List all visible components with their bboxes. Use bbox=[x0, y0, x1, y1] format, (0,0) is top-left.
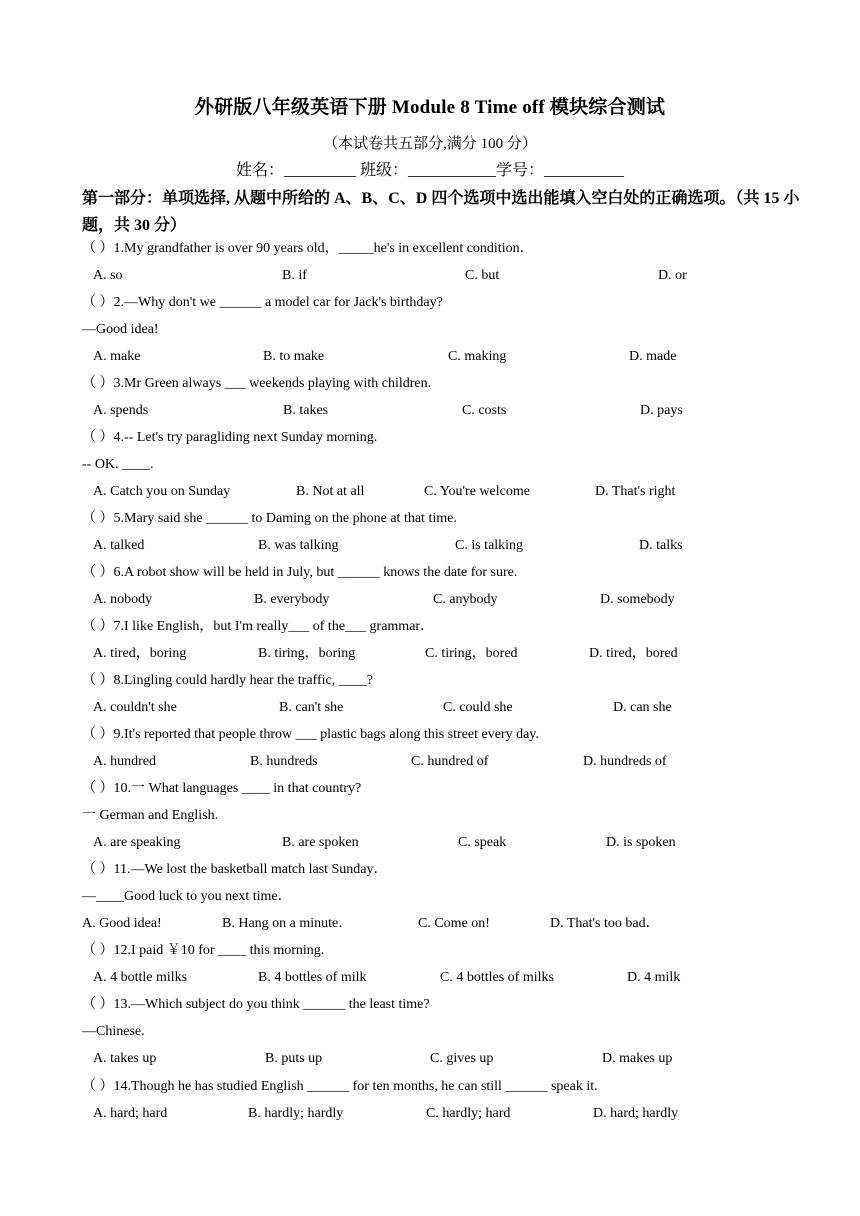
option-b: B. hardly; hardly bbox=[248, 1106, 344, 1121]
question-13: （ ）13.—Which subject do you think ______ the least time? bbox=[82, 997, 430, 1012]
option-d: D. can she bbox=[613, 700, 672, 715]
question-14: （ ）14.Though he has studied English ______ for ten months, he can still ______ speak it. bbox=[82, 1079, 598, 1094]
option-a: A. Good idea! bbox=[82, 916, 162, 931]
question-10: （ ）10.一 What languages ____ in that country? bbox=[82, 781, 362, 796]
option-a: A. make bbox=[93, 349, 141, 364]
option-a: A. hard; hard bbox=[93, 1106, 168, 1121]
option-d: D. or bbox=[658, 268, 687, 283]
option-a: A. talked bbox=[93, 538, 145, 553]
option-a: A. tired，boring bbox=[93, 646, 187, 661]
question-3: （ ）3.Mr Green always ___ weekends playing with children. bbox=[82, 376, 432, 391]
option-b: B. are spoken bbox=[282, 835, 359, 850]
option-d: D. 4 milk bbox=[627, 970, 681, 985]
option-c: C. You're welcome bbox=[424, 484, 530, 499]
option-c: C. hundred of bbox=[411, 754, 489, 769]
option-a: A. spends bbox=[93, 403, 149, 418]
option-d: D. talks bbox=[639, 538, 683, 553]
option-d: D. That's right bbox=[595, 484, 676, 499]
options-14 bbox=[0, 1105, 860, 1123]
options-5 bbox=[0, 537, 860, 555]
option-b: B. 4 bottles of milk bbox=[258, 970, 367, 985]
option-c: C. gives up bbox=[430, 1051, 494, 1066]
option-b: B. Hang on a minute． bbox=[222, 916, 353, 931]
option-b: B. tiring，boring bbox=[258, 646, 356, 661]
option-d: D. hard; hardly bbox=[593, 1106, 679, 1121]
option-c: C. is talking bbox=[455, 538, 524, 553]
option-a: A. nobody bbox=[93, 592, 153, 607]
option-b: B. can't she bbox=[279, 700, 344, 715]
options-7 bbox=[0, 645, 860, 663]
question-8: （ ）8.Lingling could hardly hear the traffic, ____? bbox=[82, 673, 373, 688]
option-a: A. are speaking bbox=[93, 835, 181, 850]
option-b: B. everybody bbox=[254, 592, 330, 607]
option-c: C. costs bbox=[462, 403, 507, 418]
page-subtitle: （本试卷共五部分,满分 100 分） bbox=[323, 136, 537, 152]
reply-11: —____Good luck to you next time． bbox=[82, 889, 292, 904]
question-2: （ ）2.—Why don't we ______ a model car for Jack's birthday? bbox=[82, 295, 443, 310]
option-c: C. hardly; hard bbox=[426, 1106, 511, 1121]
option-d: D. made bbox=[629, 349, 677, 364]
options-6 bbox=[0, 591, 860, 609]
option-d: D. hundreds of bbox=[583, 754, 667, 769]
question-12: （ ）12.I paid ￥10 for ____ this morning. bbox=[82, 943, 325, 958]
option-d: D. makes up bbox=[602, 1051, 673, 1066]
option-a: A. hundred bbox=[93, 754, 156, 769]
option-a: A. 4 bottle milks bbox=[93, 970, 188, 985]
reply-2: —Good idea! bbox=[82, 322, 159, 337]
option-d: D. That's too bad． bbox=[550, 916, 660, 931]
options-13 bbox=[0, 1050, 860, 1068]
option-d: D. somebody bbox=[600, 592, 675, 607]
question-6: （ ）6.A robot show will be held in July, but ______ knows the date for sure. bbox=[82, 565, 518, 580]
option-d: D. tired，bored bbox=[589, 646, 678, 661]
options-4 bbox=[0, 483, 860, 501]
options-9 bbox=[0, 753, 860, 771]
options-10 bbox=[0, 834, 860, 852]
question-1: （ ）1.My grandfather is over 90 years old，_____he's in excellent condition． bbox=[82, 241, 534, 256]
question-5: （ ）5.Mary said she ______ to Daming on the phone at that time. bbox=[82, 511, 457, 526]
option-c: C. 4 bottles of milks bbox=[440, 970, 554, 985]
option-a: A. takes up bbox=[93, 1051, 157, 1066]
option-c: C. anybody bbox=[433, 592, 498, 607]
reply-13: —Chinese. bbox=[82, 1024, 145, 1039]
option-c: C. could she bbox=[443, 700, 513, 715]
option-c: C. tiring，bored bbox=[425, 646, 518, 661]
option-a: A. couldn't she bbox=[93, 700, 177, 715]
option-c: C. speak bbox=[458, 835, 507, 850]
reply-4: -- OK. ____. bbox=[82, 457, 154, 472]
option-b: B. to make bbox=[263, 349, 325, 364]
option-b: B. takes bbox=[283, 403, 329, 418]
student-info-line: 姓名：_________ 班级：___________学号：__________ bbox=[235, 162, 624, 179]
question-11: （ ）11.—We lost the basketball match last Sunday． bbox=[82, 862, 388, 877]
option-b: B. if bbox=[282, 268, 307, 283]
options-3 bbox=[0, 402, 860, 420]
options-8 bbox=[0, 699, 860, 717]
option-a: A. Catch you on Sunday bbox=[93, 484, 231, 499]
page-title: 外研版八年级英语下册 Module 8 Time off 模块综合测试 bbox=[194, 97, 666, 118]
question-9: （ ）9.It's reported that people throw ___ plastic bags along this street every day. bbox=[82, 727, 539, 742]
option-c: C. Come on! bbox=[418, 916, 490, 931]
option-b: B. was talking bbox=[258, 538, 339, 553]
section-heading: 第一部分：单项选择, 从题中所给的 A、B、C、D 四个选项中选出能填入空白处的正确选项。（共 15 小题，共 30 分） bbox=[82, 190, 800, 234]
options-12 bbox=[0, 969, 860, 987]
option-b: B. hundreds bbox=[250, 754, 318, 769]
options-1 bbox=[0, 267, 860, 285]
reply-10: 一 German and English. bbox=[82, 808, 219, 823]
option-a: A. so bbox=[93, 268, 123, 283]
options-2 bbox=[0, 348, 860, 366]
question-4: （ ）4.-- Let's try paragliding next Sunday morning. bbox=[82, 430, 378, 445]
option-c: C. making bbox=[448, 349, 507, 364]
option-c: C. but bbox=[465, 268, 500, 283]
option-d: D. is spoken bbox=[606, 835, 676, 850]
option-b: B. puts up bbox=[265, 1051, 323, 1066]
option-b: B. Not at all bbox=[296, 484, 365, 499]
options-11 bbox=[0, 915, 860, 933]
option-d: D. pays bbox=[640, 403, 683, 418]
question-7: （ ）7.I like English，but I'm really___ of the___ grammar． bbox=[82, 619, 435, 634]
